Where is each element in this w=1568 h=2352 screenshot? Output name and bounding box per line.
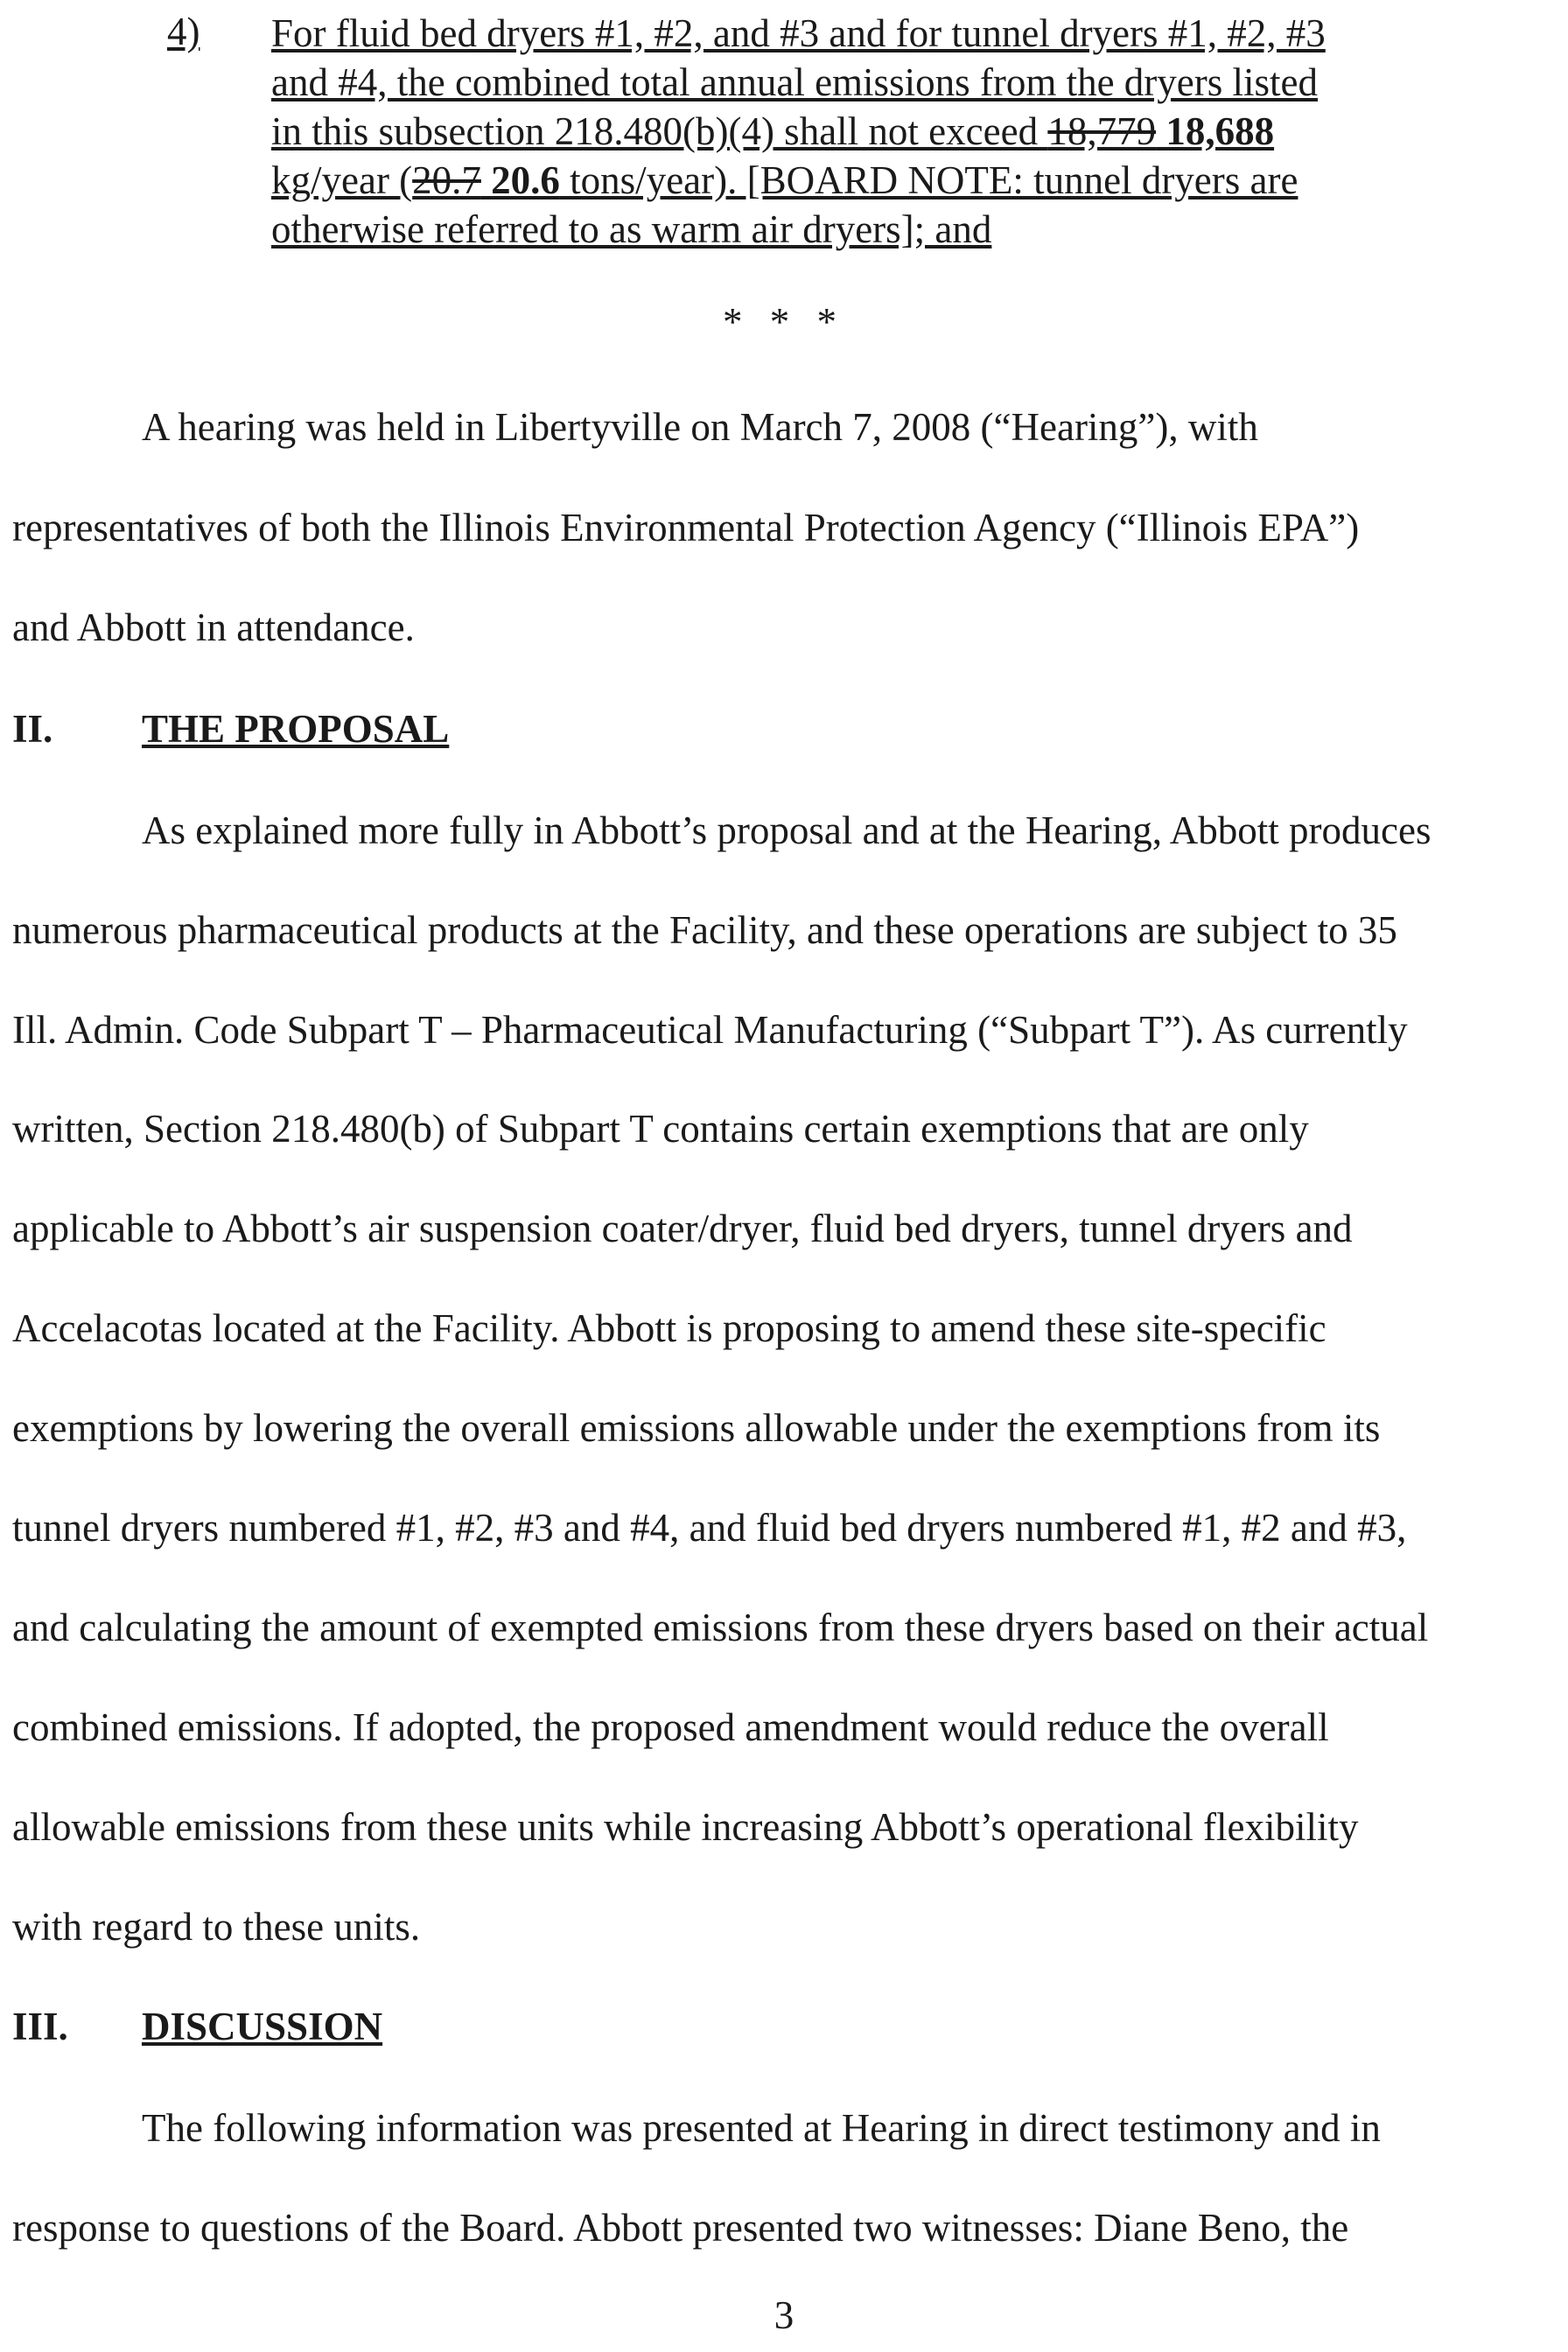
section-title: THE PROPOSAL xyxy=(142,707,450,751)
proposal-line-3: Ill. Admin. Code Subpart T – Pharmaceutical Manufacturing (“Subpart T”). As currently xyxy=(12,1008,1408,1052)
rule-line-4-text: kg/year ( xyxy=(271,158,413,202)
hearing-line-1: A hearing was held in Libertyville on March 7, 2008 (“Hearing”), with xyxy=(142,405,1258,449)
proposal-line-7: exemptions by lowering the overall emissions allowable under the exemptions from its xyxy=(12,1406,1381,1450)
item-number: 4) xyxy=(167,10,200,53)
proposal-line-1: As explained more fully in Abbott’s proposal and at the Hearing, Abbott produces xyxy=(142,808,1432,852)
deleted-value-tons: 20.7 xyxy=(412,158,481,202)
new-value-tons: 20.6 xyxy=(480,158,560,202)
proposal-line-2: numerous pharmaceutical products at the Facility, and these operations are subject to 35 xyxy=(12,908,1397,952)
rule-line-3-text: in this subsection 218.480(b)(4) shall not exceed xyxy=(271,109,1048,153)
proposal-line-5: applicable to Abbott’s air suspension coater/dryer, fluid bed dryers, tunnel dryers and xyxy=(12,1207,1353,1250)
discussion-line-1: The following information was presented at Hearing in direct testimony and in xyxy=(142,2106,1381,2150)
hearing-line-3: and Abbott in attendance. xyxy=(12,606,415,649)
rule-line-4-post: tons/year). [BOARD NOTE: tunnel dryers are xyxy=(559,158,1298,202)
section-title: DISCUSSION xyxy=(142,2005,383,2048)
rule-line-4 xyxy=(271,156,1444,205)
proposal-line-9: and calculating the amount of exempted emissions from these dryers based on their actual xyxy=(12,1606,1429,1649)
proposal-line-8: tunnel dryers numbered #1, #2, #3 and #4, and fluid bed dryers numbered #1, #2 and #3, xyxy=(12,1506,1407,1550)
proposal-line-10: combined emissions. If adopted, the proposed amendment would reduce the overall xyxy=(12,1705,1329,1749)
proposal-line-12: with regard to these units. xyxy=(12,1905,421,1949)
rule-line-1: For fluid bed dryers #1, #2, and #3 and for tunnel dryers #1, #2, #3 xyxy=(271,11,1326,55)
rule-line-5: otherwise referred to as warm air dryers]; and xyxy=(271,207,992,251)
new-value-kg: 18,688 xyxy=(1156,109,1275,153)
rule-line-3 xyxy=(271,107,1444,156)
deleted-value-kg: 18,779 xyxy=(1047,109,1157,153)
hearing-line-2: representatives of both the Illinois Environmental Protection Agency (“Illinois EPA”) xyxy=(12,506,1360,550)
discussion-line-2: response to questions of the Board. Abbott presented two witnesses: Diane Beno, the xyxy=(12,2206,1349,2250)
amended-rule-text xyxy=(271,9,1444,254)
page-number: 3 xyxy=(774,2293,794,2337)
proposal-line-6: Accelacotas located at the Facility. Abbott is proposing to amend these site-specific xyxy=(12,1306,1326,1350)
section-break-stars: * * * xyxy=(723,300,845,344)
proposal-line-4: written, Section 218.480(b) of Subpart T contains certain exemptions that are only xyxy=(12,1107,1309,1151)
rule-line-2: and #4, the combined total annual emissions from the dryers listed xyxy=(271,60,1318,104)
proposal-line-11: allowable emissions from these units while increasing Abbott’s operational flexibility xyxy=(12,1805,1359,1849)
section-number: III. xyxy=(12,2005,68,2048)
section-number: II. xyxy=(12,707,53,751)
